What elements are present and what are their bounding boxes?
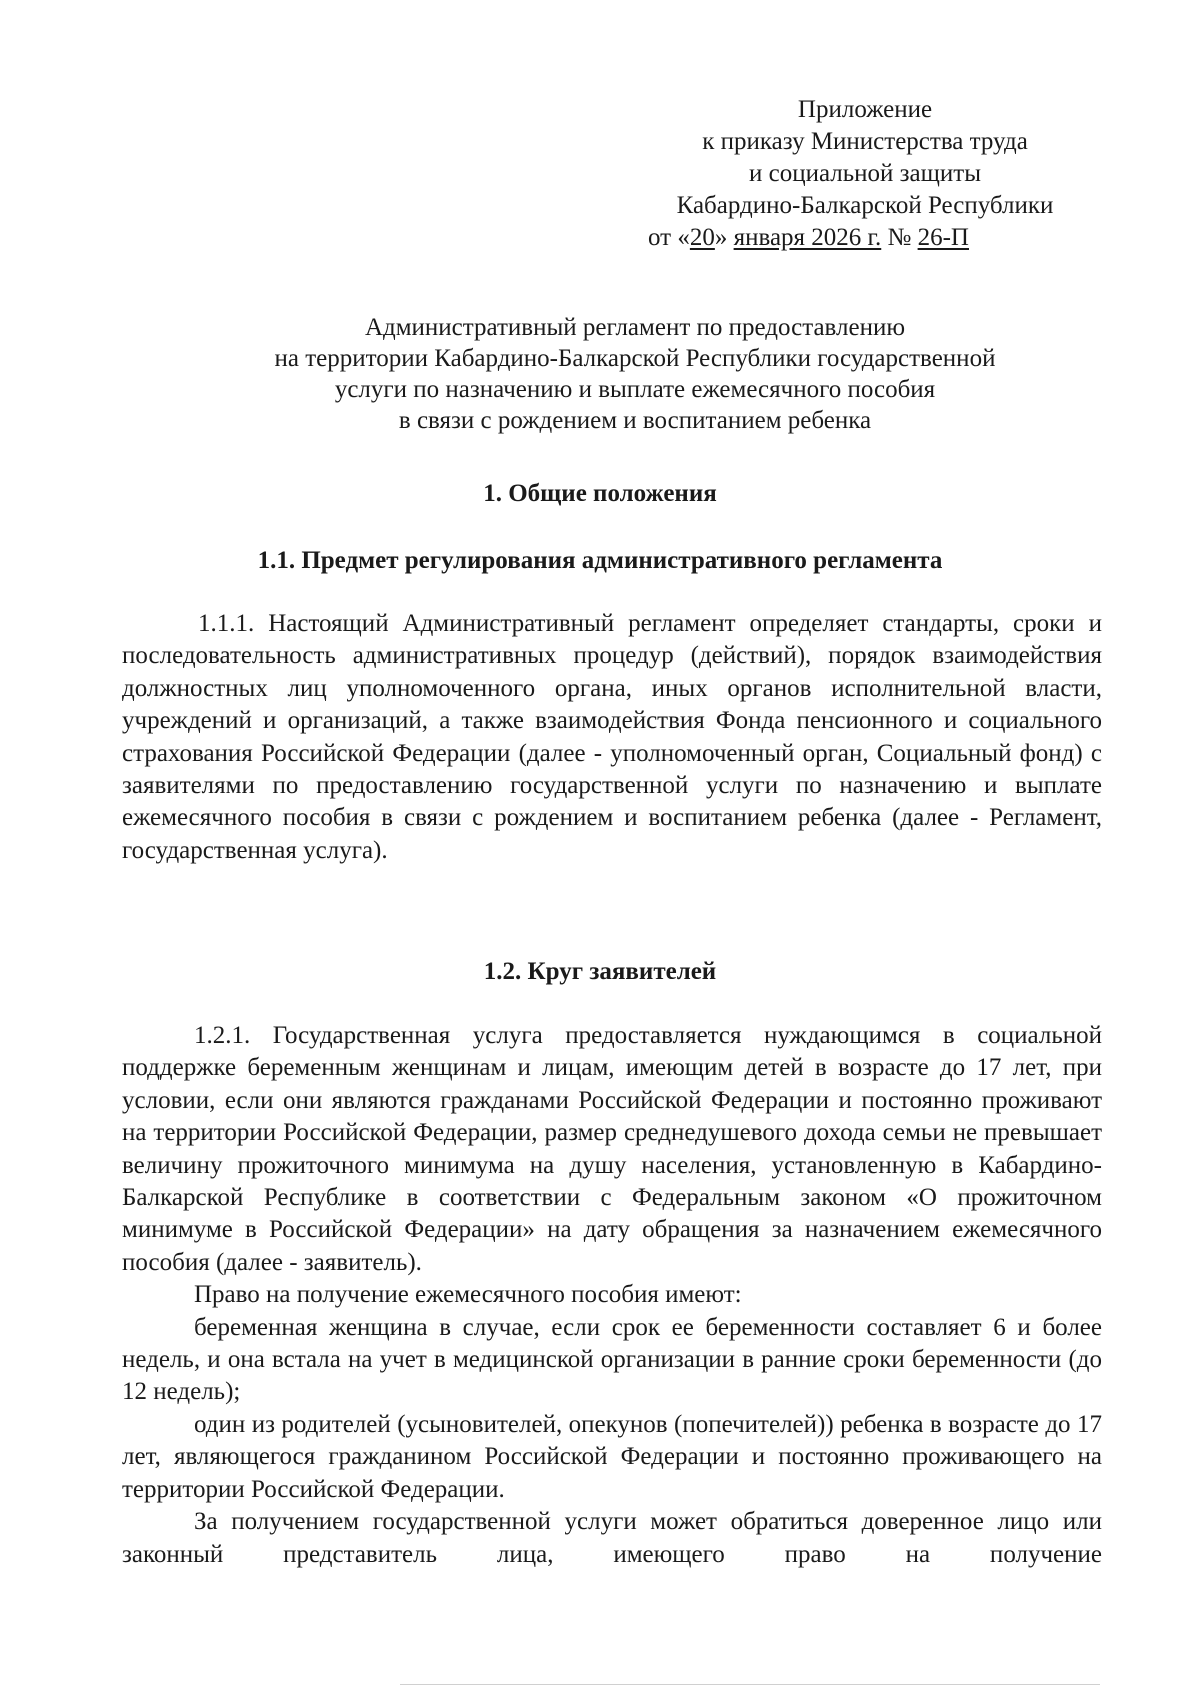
approval-date-line: [630, 222, 1100, 254]
paragraph-1-2-1: 1.2.1. Государственная услуга предоставляется нуждающимся в социальной поддержке беременным женщинам и лицам, имеющим детей в возрасте до 17 лет, при условии, если они являются гражданами Российской Федерации и постоянно проживают на территории Российской Федерации, размер среднедушевого дохода семьи не превышает величину прожиточного минимума на душу населения, установленную в Кабардино-Балкарской Республике в соответствии с Федеральным законом «О прожиточном минимуме в Российской Федерации» на дату обращения за назначением ежемесячного пособия (далее - заявитель).: [122, 1022, 1102, 1276]
title-line-4: в связи с рождением и воспитанием ребенка: [398, 407, 872, 434]
section-1-2-heading: 1.2. Круг заявителей: [483, 958, 717, 985]
order-number: 26-П: [917, 224, 969, 251]
date-day: 20: [689, 224, 715, 251]
title-line-1: Административный регламент по предоставлению: [364, 314, 906, 341]
scan-edge-line: [400, 1684, 1100, 1685]
approval-line-1: Приложение: [797, 96, 933, 123]
paragraph-parent: один из родителей (усыновителей, опекунов (попечителей)) ребенка в возрасте до 17 лет, являющегося гражданином Российской Федерации и постоянно проживающего на территории Российской Федерации.: [122, 1410, 1102, 1503]
date-prefix: от «: [648, 224, 690, 251]
approval-line-4: Кабардино-Балкарской Республики: [676, 192, 1054, 219]
title-line-3: услуги по назначению и выплате ежемесячного пособия: [334, 376, 936, 403]
date-mid: »: [714, 224, 734, 251]
paragraph-right-intro: Право на получение ежемесячного пособия имеют:: [194, 1281, 742, 1309]
approval-line-2: к приказу Министерства труда: [702, 128, 1028, 155]
section-1-1-text: [122, 608, 1102, 867]
paragraph-pregnant-woman: беременная женщина в случае, если срок ее беременности составляет 6 и более недель, и она встала на учет в медицинской организации в ранние сроки беременности (до 12 недель);: [122, 1313, 1102, 1406]
number-prefix: №: [881, 224, 918, 251]
paragraph-1-1-1: 1.1.1. Настоящий Административный регламент определяет стандарты, сроки и последовательность административных процедур (действий), порядок взаимодействия должностных лиц уполномоченного органа, иных органов исполнительной власти, учреждений и организаций, а также взаимодействия Фонда пенсионного и социального страхования Российской Федерации (далее - уполномоченный орган, Социальный фонд) с заявителями по предоставлению государственной услуги по назначению и выплате ежемесячного пособия в связи с рождением и воспитанием ребенка (далее - Регламент, государственная услуга).: [122, 610, 1102, 864]
section-1-heading: 1. Общие положения: [483, 480, 717, 507]
paragraph-representative: За получением государственной услуги может обратиться доверенное лицо или законный представитель лица, имеющего право на получение: [122, 1508, 1102, 1568]
document-title: [200, 312, 1070, 436]
title-line-2: на территории Кабардино-Балкарской Республики государственной: [274, 345, 996, 372]
section-1-2-text: [122, 1020, 1102, 1571]
approval-block: [630, 94, 1100, 254]
section-1-1-heading: 1.1. Предмет регулирования административного регламента: [257, 547, 943, 574]
date-month-year: января 2026 г.: [733, 224, 882, 251]
approval-line-3: и социальной защиты: [748, 160, 981, 187]
